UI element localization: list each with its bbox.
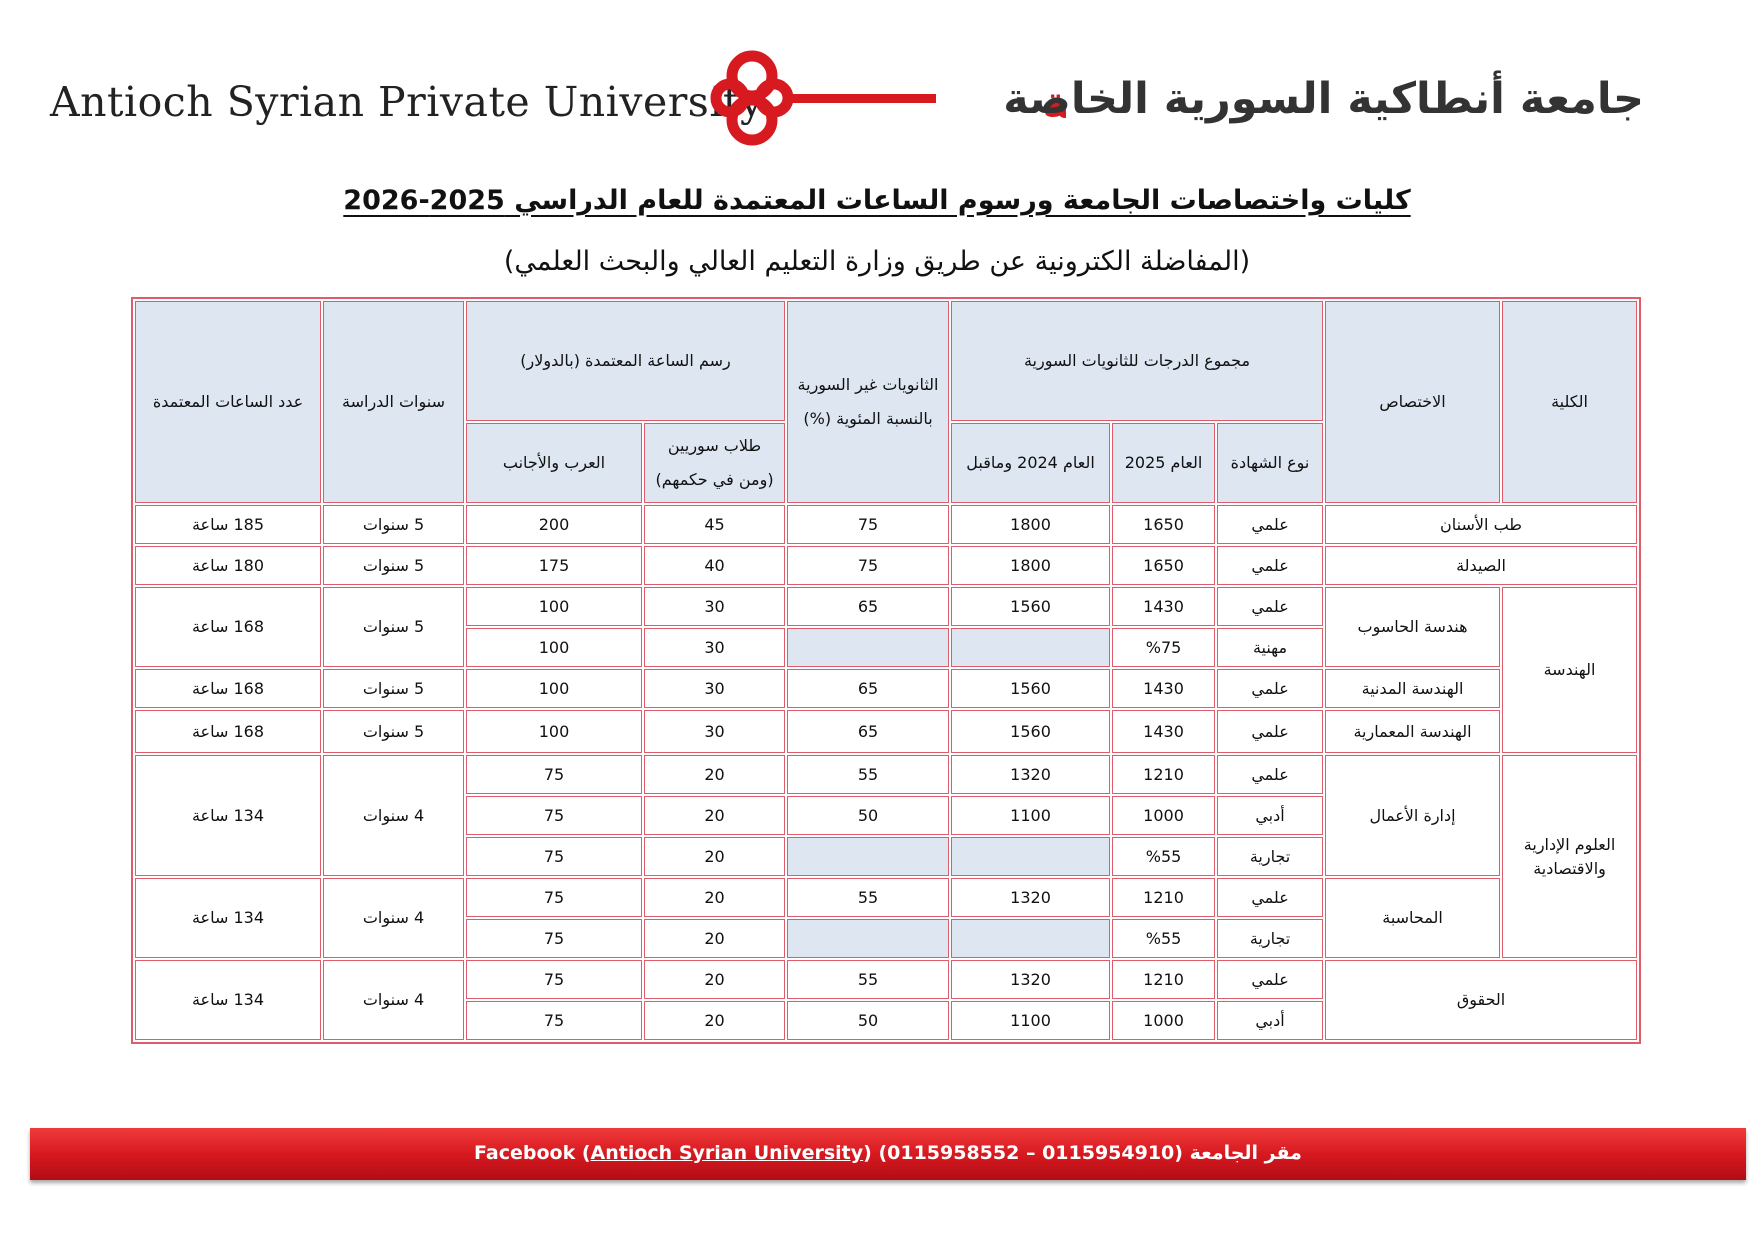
cell-fee-syrian: 30: [644, 628, 785, 667]
facebook-link[interactable]: Antioch Syrian University: [590, 1142, 864, 1164]
col-header-non-syrian: الثانويات غير السورية بالنسبة المئوية (%): [787, 301, 949, 503]
cell-year-2025: %55: [1112, 837, 1215, 876]
col-header-grades-group: مجموع الدرجات للثانويات السورية: [951, 301, 1323, 421]
cell-fee-syrian: 20: [644, 919, 785, 958]
table-row: [135, 505, 1637, 544]
cell-specialization: هندسة الحاسوب: [1325, 587, 1500, 667]
cell-fee-foreign: 100: [466, 628, 642, 667]
col-header-hours: عدد الساعات المعتمدة: [135, 301, 321, 503]
col-header-specialization: الاختصاص: [1325, 301, 1500, 503]
cell-empty: [787, 628, 949, 667]
cell-cert-type: تجارية: [1217, 837, 1323, 876]
cell-years: 5 سنوات: [323, 587, 464, 667]
cell-hours: 168 ساعة: [135, 710, 321, 753]
cell-year-2025: 1430: [1112, 669, 1215, 708]
cell-cert-type: علمي: [1217, 546, 1323, 585]
cell-fee-foreign: 200: [466, 505, 642, 544]
cell-years: 4 سنوات: [323, 960, 464, 1040]
cell-cert-type: علمي: [1217, 960, 1323, 999]
cell-fee-foreign: 75: [466, 1001, 642, 1040]
cell-cert-type: أدبي: [1217, 1001, 1323, 1040]
cell-year-2025: 1210: [1112, 755, 1215, 794]
col-header-faculty: الكلية: [1502, 301, 1637, 503]
cell-non-syrian: 55: [787, 755, 949, 794]
cell-cert-type: علمي: [1217, 755, 1323, 794]
table-row: [135, 878, 1637, 917]
cell-fee-foreign: 175: [466, 546, 642, 585]
cell-year-2025: 1210: [1112, 960, 1215, 999]
cell-specialization: المحاسبة: [1325, 878, 1500, 958]
page-title: [0, 185, 1754, 216]
cell-hours: 168 ساعة: [135, 587, 321, 667]
cell-faculty: العلوم الإدارية والاقتصادية: [1502, 755, 1637, 958]
cell-empty: [787, 837, 949, 876]
cell-fee-foreign: 75: [466, 878, 642, 917]
cell-fee-syrian: 20: [644, 878, 785, 917]
cell-year-2025: 1650: [1112, 546, 1215, 585]
facebook-close: ): [863, 1142, 872, 1164]
col-header-syrians: طلاب سوريين (ومن في حكمهم): [644, 423, 785, 503]
cell-hours: 168 ساعة: [135, 669, 321, 708]
cell-cert-type: أدبي: [1217, 796, 1323, 835]
cell-specialization: الهندسة المعمارية: [1325, 710, 1500, 753]
cell-year-2024: 1560: [951, 710, 1110, 753]
university-name-en: Antioch Syrian Private University: [50, 78, 764, 126]
cell-hours: 185 ساعة: [135, 505, 321, 544]
cell-faculty: طب الأسنان: [1325, 505, 1637, 544]
cell-hours: 134 ساعة: [135, 878, 321, 958]
cell-year-2025: %55: [1112, 919, 1215, 958]
cell-year-2025: %75: [1112, 628, 1215, 667]
cell-fee-syrian: 20: [644, 796, 785, 835]
cell-cert-type: مهنية: [1217, 628, 1323, 667]
cell-years: 5 سنوات: [323, 546, 464, 585]
cell-year-2025: 1430: [1112, 710, 1215, 753]
col-header-year-2024: العام 2024 وماقبل: [951, 423, 1110, 503]
cell-year-2024: 1800: [951, 546, 1110, 585]
cell-fee-syrian: 20: [644, 755, 785, 794]
cell-year-2025: 1430: [1112, 587, 1215, 626]
cell-fee-syrian: 30: [644, 669, 785, 708]
cell-year-2024: 1100: [951, 796, 1110, 835]
cell-cert-type: علمي: [1217, 587, 1323, 626]
table-row: [135, 669, 1637, 708]
cell-non-syrian: 50: [787, 1001, 949, 1040]
cell-cert-type: علمي: [1217, 505, 1323, 544]
cell-non-syrian: 55: [787, 878, 949, 917]
table-row: [135, 755, 1637, 794]
table-row: [135, 546, 1637, 585]
cell-year-2025: 1210: [1112, 878, 1215, 917]
cell-non-syrian: 75: [787, 546, 949, 585]
cell-fee-foreign: 75: [466, 919, 642, 958]
cell-non-syrian: 65: [787, 710, 949, 753]
col-header-fee-group: رسم الساعة المعتمدة (بالدولار): [466, 301, 785, 421]
col-header-foreigners: العرب والأجانب: [466, 423, 642, 503]
cell-cert-type: تجارية: [1217, 919, 1323, 958]
col-header-cert-type: نوع الشهادة: [1217, 423, 1323, 503]
cell-empty: [951, 628, 1110, 667]
cell-fee-foreign: 75: [466, 837, 642, 876]
cell-years: 5 سنوات: [323, 710, 464, 753]
table-row: [135, 587, 1637, 626]
cell-year-2024: 1320: [951, 878, 1110, 917]
cell-empty: [787, 919, 949, 958]
cell-year-2024: 1560: [951, 587, 1110, 626]
cell-fee-syrian: 30: [644, 710, 785, 753]
cell-specialization: إدارة الأعمال: [1325, 755, 1500, 876]
cell-fee-foreign: 100: [466, 669, 642, 708]
cell-year-2025: 1650: [1112, 505, 1215, 544]
table-row: [135, 960, 1637, 999]
cell-year-2024: 1560: [951, 669, 1110, 708]
cell-fee-foreign: 100: [466, 587, 642, 626]
cell-fee-syrian: 20: [644, 960, 785, 999]
cell-year-2024: 1100: [951, 1001, 1110, 1040]
page-header: [0, 30, 1754, 160]
cell-years: 4 سنوات: [323, 755, 464, 876]
cell-fee-syrian: 20: [644, 837, 785, 876]
cell-non-syrian: 65: [787, 669, 949, 708]
page-title-text: كليات واختصاصات الجامعة ورسوم الساعات المعتمدة للعام الدراسي 2025-2026: [343, 185, 1411, 216]
footer-contact: [30, 1142, 1746, 1164]
cell-non-syrian: 75: [787, 505, 949, 544]
cell-year-2024: 1320: [951, 755, 1110, 794]
fees-table: [131, 297, 1641, 1044]
cell-fee-foreign: 75: [466, 796, 642, 835]
cell-years: 5 سنوات: [323, 669, 464, 708]
facebook-label: Facebook (: [474, 1142, 591, 1164]
cell-cert-type: علمي: [1217, 669, 1323, 708]
cell-year-2025: 1000: [1112, 1001, 1215, 1040]
cell-fee-foreign: 75: [466, 755, 642, 794]
cell-year-2025: 1000: [1112, 796, 1215, 835]
cell-fee-foreign: 100: [466, 710, 642, 753]
cell-faculty: الحقوق: [1325, 960, 1637, 1040]
cell-specialization: الهندسة المدنية: [1325, 669, 1500, 708]
logo-wordmark: ة: [1042, 75, 1066, 129]
cell-faculty: الصيدلة: [1325, 546, 1637, 585]
cell-cert-type: علمي: [1217, 710, 1323, 753]
table-row: [135, 710, 1637, 753]
cell-fee-foreign: 75: [466, 960, 642, 999]
footer-facebook: [474, 1142, 872, 1164]
cell-non-syrian: 50: [787, 796, 949, 835]
header-row: [135, 301, 1637, 421]
cell-fee-syrian: 30: [644, 587, 785, 626]
cell-faculty: الهندسة: [1502, 587, 1637, 753]
cell-fee-syrian: 45: [644, 505, 785, 544]
footer-banner: [30, 1128, 1746, 1180]
cell-year-2024: 1320: [951, 960, 1110, 999]
footer-address: مقر الجامعة (0115954910 – 0115958552): [878, 1142, 1302, 1164]
cell-hours: 134 ساعة: [135, 755, 321, 876]
col-header-year-2025: العام 2025: [1112, 423, 1215, 503]
cell-non-syrian: 65: [787, 587, 949, 626]
cell-hours: 134 ساعة: [135, 960, 321, 1040]
cell-hours: 180 ساعة: [135, 546, 321, 585]
cell-years: 5 سنوات: [323, 505, 464, 544]
cell-fee-syrian: 40: [644, 546, 785, 585]
cell-fee-syrian: 20: [644, 1001, 785, 1040]
cell-year-2024: 1800: [951, 505, 1110, 544]
university-name-ar: جامعة أنطاكية السورية الخاصة: [1003, 74, 1644, 124]
cell-empty: [951, 919, 1110, 958]
cell-empty: [951, 837, 1110, 876]
page-subtitle: (المفاضلة الكترونية عن طريق وزارة التعليم العالي والبحث العلمي): [503, 246, 1251, 277]
cell-non-syrian: 55: [787, 960, 949, 999]
cell-cert-type: علمي: [1217, 878, 1323, 917]
col-header-years: سنوات الدراسة: [323, 301, 464, 503]
cell-years: 4 سنوات: [323, 878, 464, 958]
